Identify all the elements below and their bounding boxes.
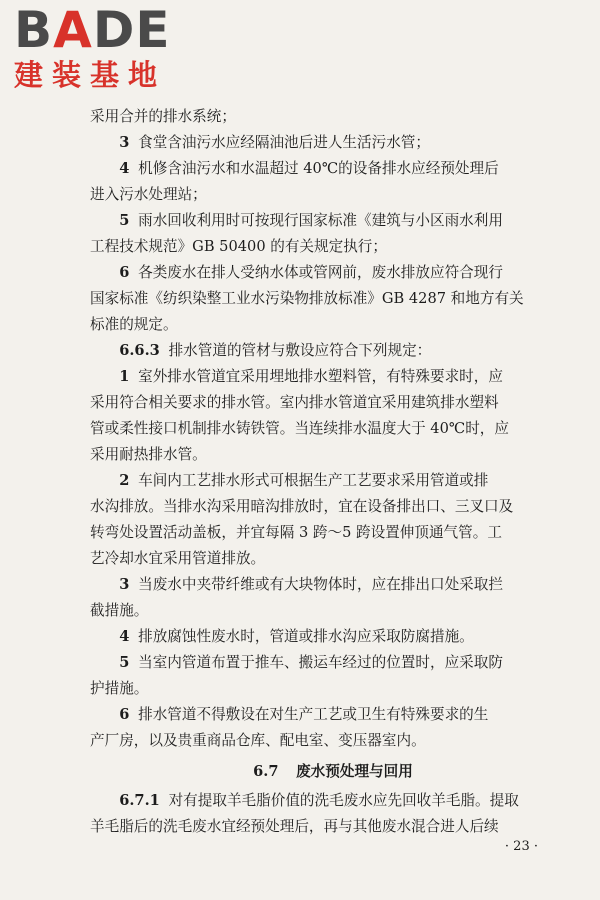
paragraph-p7 (90, 468, 576, 572)
paragraph-p8 (90, 572, 576, 624)
line-text: 排水管道的管材与敷设应符合下列规定： (168, 342, 432, 359)
line-text: 排水管道不得敷设在对生产工艺或卫生有特殊要求的生 (138, 706, 489, 723)
line-text: 车间内工艺排水形式可根据生产工艺要求采用管道或排 (138, 472, 489, 489)
clause-number: 1 (119, 368, 130, 385)
clause-number: 4 (119, 628, 130, 645)
text-line (90, 676, 576, 702)
line-text: 各类废水在排人受纳水体或管网前，废水排放应符合现行 (138, 264, 503, 281)
line-text: 采用耐热排水管。 (90, 446, 207, 463)
page-number: · 23 · (504, 839, 538, 854)
paragraph-p5 (90, 338, 576, 364)
paragraph-p4 (90, 260, 576, 338)
line-text: 当废水中夹带纤维或有大块物体时，应在排出口处采取拦 (138, 576, 503, 593)
paragraph-p6 (90, 364, 576, 468)
paragraph-group-before (90, 104, 576, 754)
text-line (90, 598, 576, 624)
line-text: 进入污水处理站； (90, 186, 207, 203)
line-text: 水沟排放。当排水沟采用暗沟排放时，宜在设备排出口、三叉口及 (90, 498, 514, 515)
line-text: 工程技术规范》GB 50400 的有关规定执行； (90, 238, 387, 255)
text-line (90, 468, 576, 494)
text-line (90, 312, 576, 338)
text-line (90, 234, 576, 260)
paragraph-p3 (90, 208, 576, 260)
text-line (90, 728, 576, 754)
line-text: 羊毛脂后的洗毛废水宜经预处理后，再与其他废水混合进人后续 (90, 818, 499, 835)
line-text: 转弯处设置活动盖板，并宜每隔 3 跨～5 跨设置伸顶通气管。工 (90, 524, 502, 541)
line-text: 室外排水管道宜采用埋地排水塑料管，有特殊要求时，应 (138, 368, 503, 385)
paragraph-p0 (90, 104, 576, 130)
clause-number: 6 (119, 264, 130, 281)
clause-number: 4 (119, 160, 130, 177)
text-line (90, 338, 576, 364)
text-line (90, 702, 576, 728)
clause-number: 6 (119, 706, 130, 723)
text-line (90, 520, 576, 546)
line-text: 机修含油污水和水温超过 40℃的设备排水应经预处理后 (138, 160, 499, 177)
clause-number: 6.6.3 (119, 342, 160, 359)
line-text: 产厂房，以及贵重商品仓库、配电室、变压器室内。 (90, 732, 426, 749)
text-line (90, 624, 576, 650)
text-line (90, 390, 576, 416)
clause-number: 5 (119, 654, 130, 671)
clause-number: 2 (119, 472, 130, 489)
clause-number: 5 (119, 212, 130, 229)
paragraph-p1 (90, 130, 576, 156)
text-line (90, 546, 576, 572)
text-line (90, 156, 576, 182)
document-body (90, 104, 576, 858)
line-text: 截措施。 (90, 602, 149, 619)
line-text: 护措施。 (90, 680, 149, 697)
clause-number: 3 (119, 576, 130, 593)
clause-number: 3 (119, 134, 130, 151)
text-line (90, 572, 576, 598)
line-text: 艺冷却水宜采用管道排放。 (90, 550, 266, 567)
line-text: 对有提取羊毛脂价值的洗毛废水应先回收羊毛脂。提取 (168, 792, 519, 809)
line-text: 排放腐蚀性废水时，管道或排水沟应采取防腐措施。 (138, 628, 474, 645)
clause-number: 6.7.1 (119, 792, 160, 809)
logo-wordmark: BADE (14, 1, 171, 59)
paragraph-p2 (90, 156, 576, 208)
section-heading: 6.7 废水预处理与回用 (253, 763, 413, 780)
text-line (90, 788, 576, 814)
text-line (90, 182, 576, 208)
paragraph-p10 (90, 650, 576, 702)
text-line (90, 208, 576, 234)
line-text: 采用符合相关要求的排水管。室内排水管道宜采用建筑排水塑料 (90, 394, 499, 411)
line-text: 当室内管道布置于推车、搬运车经过的位置时，应采取防 (138, 654, 503, 671)
text-line (90, 494, 576, 520)
paragraph-p11 (90, 702, 576, 754)
text-line (90, 650, 576, 676)
logo-subtitle: 建装基地 (14, 58, 167, 92)
line-text: 标准的规定。 (90, 316, 178, 333)
line-text: 雨水回收利用时可按现行国家标准《建筑与小区雨水利用 (138, 212, 503, 229)
paragraph-group-after (90, 788, 576, 840)
line-text: 食堂含油污水应经隔油池后进人生活污水管； (138, 134, 430, 151)
text-line (90, 260, 576, 286)
text-line (90, 416, 576, 442)
text-line (90, 104, 576, 130)
paragraph-p9 (90, 624, 576, 650)
text-line (90, 286, 576, 312)
line-text: 管或柔性接口机制排水铸铁管。当连续排水温度大于 40℃时，应 (90, 420, 509, 437)
text-line (90, 130, 576, 156)
line-text: 国家标准《纺织染整工业水污染物排放标准》GB 4287 和地方有关 (90, 290, 524, 307)
line-text: 采用合并的排水系统； (90, 108, 236, 125)
paragraph-p12 (90, 788, 576, 840)
text-line (90, 442, 576, 468)
logo (14, 1, 171, 92)
text-line (90, 364, 576, 390)
